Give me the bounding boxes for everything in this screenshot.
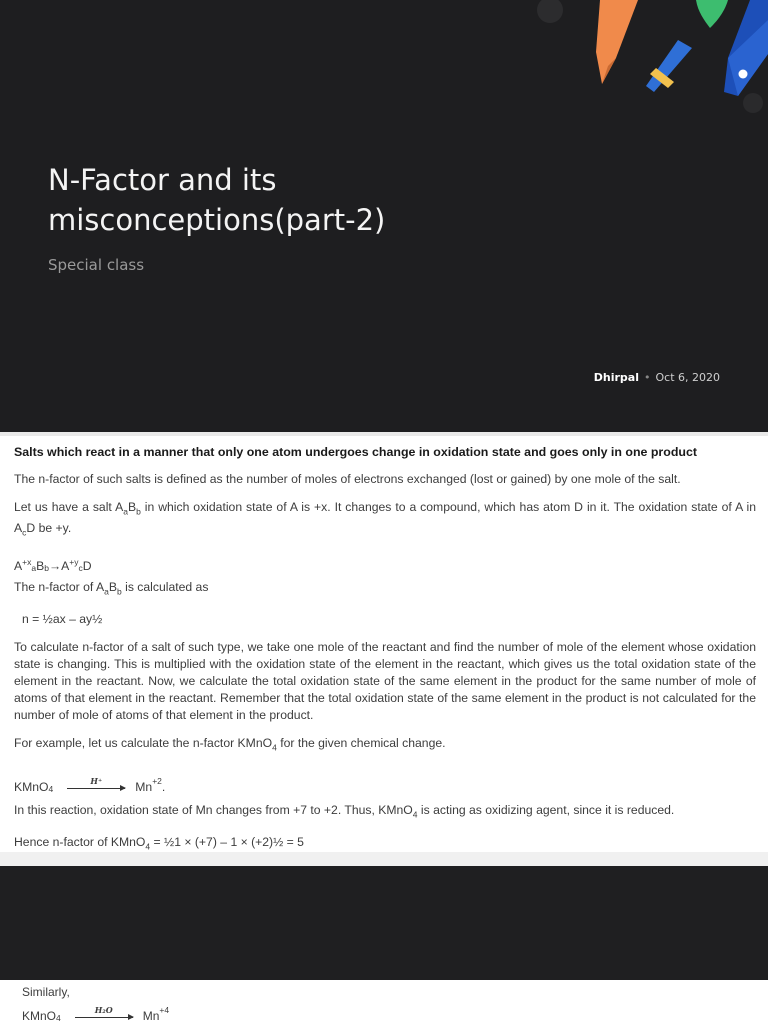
kmno4-acidic-reaction [14, 768, 756, 794]
subscript: 4 [412, 809, 418, 820]
example-paragraph [14, 735, 756, 756]
arrow-icon [67, 788, 125, 789]
subscript: c [78, 562, 83, 573]
text-run: Hence n-factor of KMnO [14, 835, 146, 850]
text-run: is acting as oxidizing agent, since it is reduced. [417, 802, 675, 817]
superscript: +x [22, 556, 32, 567]
salt-paragraph [14, 499, 756, 542]
text-run: in which oxidation state of A is +x. It changes to a compound, which has atom D in it. The oxidation state of A in A [14, 500, 756, 536]
author-name: Dhirpal [593, 371, 639, 384]
eq-term: Mn [142, 1009, 160, 1023]
eq-term: A [61, 558, 70, 573]
presentation-title: N-Factor and its misconceptions(part-2) [48, 163, 386, 237]
subscript: c [22, 527, 27, 538]
eq-term: KMnO [14, 779, 49, 794]
text-run: For example, let us calculate the n-factor KMnO [14, 736, 273, 751]
subscript: a [31, 562, 37, 573]
subscript: a [123, 506, 128, 517]
reaction-arrow [75, 1005, 133, 1023]
superscript: +y [69, 556, 79, 567]
eq-term: B [36, 558, 45, 573]
subscript: a [104, 586, 109, 597]
subscript: 4 [48, 783, 54, 794]
subscript: 4 [145, 841, 151, 852]
calc-intro-paragraph [14, 579, 756, 600]
arrow-condition: H⁺ [90, 775, 103, 786]
blank-dark-slide [0, 866, 768, 980]
similarly-text: Similarly, [22, 985, 70, 999]
text-run: is calculated as [121, 579, 209, 594]
subscript: 4 [56, 1013, 61, 1023]
eq-term: A [14, 558, 23, 573]
text-run: B [108, 579, 117, 594]
meta-separator: • [643, 371, 651, 384]
text-run: for the given chemical change. [276, 736, 446, 751]
text-run: B [127, 500, 137, 514]
document-page [0, 436, 768, 852]
subscript: 4 [272, 742, 277, 753]
reaction-explanation [14, 802, 756, 823]
superscript: +2 [152, 775, 162, 786]
page-divider [0, 852, 768, 866]
superscript: +4 [159, 1005, 170, 1015]
kmno4-neutral-reaction [22, 1005, 768, 1023]
author-date-line [594, 371, 720, 384]
document-page-2 [0, 980, 768, 1024]
text-run: D be +y. [26, 521, 72, 536]
definition-paragraph: The n-factor of such salts is defined as the number of moles of electrons exchanged (lost or gained) by one mole of the salt. [14, 472, 681, 486]
arrow-symbol: → [48, 558, 62, 573]
text-run: Let us have a salt A [14, 500, 124, 514]
subscript: b [44, 562, 49, 573]
general-reaction-equation [14, 547, 756, 573]
reaction-arrow [67, 776, 125, 794]
eq-term: Mn [135, 779, 153, 794]
pen-nib-decoration-icon [528, 0, 768, 130]
section-heading: Salts which react in a manner that only one atom undergoes change in oxidation state and goes only in one product [14, 445, 697, 459]
eq-term: KMnO [22, 1009, 57, 1023]
text-run: = ½1 × (+7) – 1 × (+2)½ = 5 [150, 835, 304, 850]
title-slide [0, 0, 768, 432]
subscript: b [116, 586, 122, 597]
eq-term: . [161, 779, 166, 794]
eq-term: D [82, 558, 92, 573]
n-factor-formula: n = ½ax – ay½ [22, 612, 103, 627]
subscript: b [136, 506, 141, 517]
text-run: The n-factor of A [14, 579, 105, 594]
arrow-condition: H₂O [94, 1005, 113, 1015]
text-run: In this reaction, oxidation state of Mn changes from +7 to +2. Thus, KMnO [14, 802, 413, 817]
presentation-subtitle: Special class [48, 256, 145, 274]
arrow-icon [75, 1017, 133, 1018]
method-paragraph: To calculate n-factor of a salt of such type, we take one mole of the reactant and find the number of mole of the element whose oxidation state is changing. This is multiplied with the oxidation state of the element in the reactant, which gives us the total oxidation state of the element in the reactant. Now, we calculate the total oxidation state of the same element in the product for the same number of mole of atoms of that element in the reactant. Remember that the total oxidation state of the same element in the product is not calculated for the number of mole of atoms of that element in the product. [14, 640, 756, 723]
publish-date: Oct 6, 2020 [655, 371, 720, 384]
